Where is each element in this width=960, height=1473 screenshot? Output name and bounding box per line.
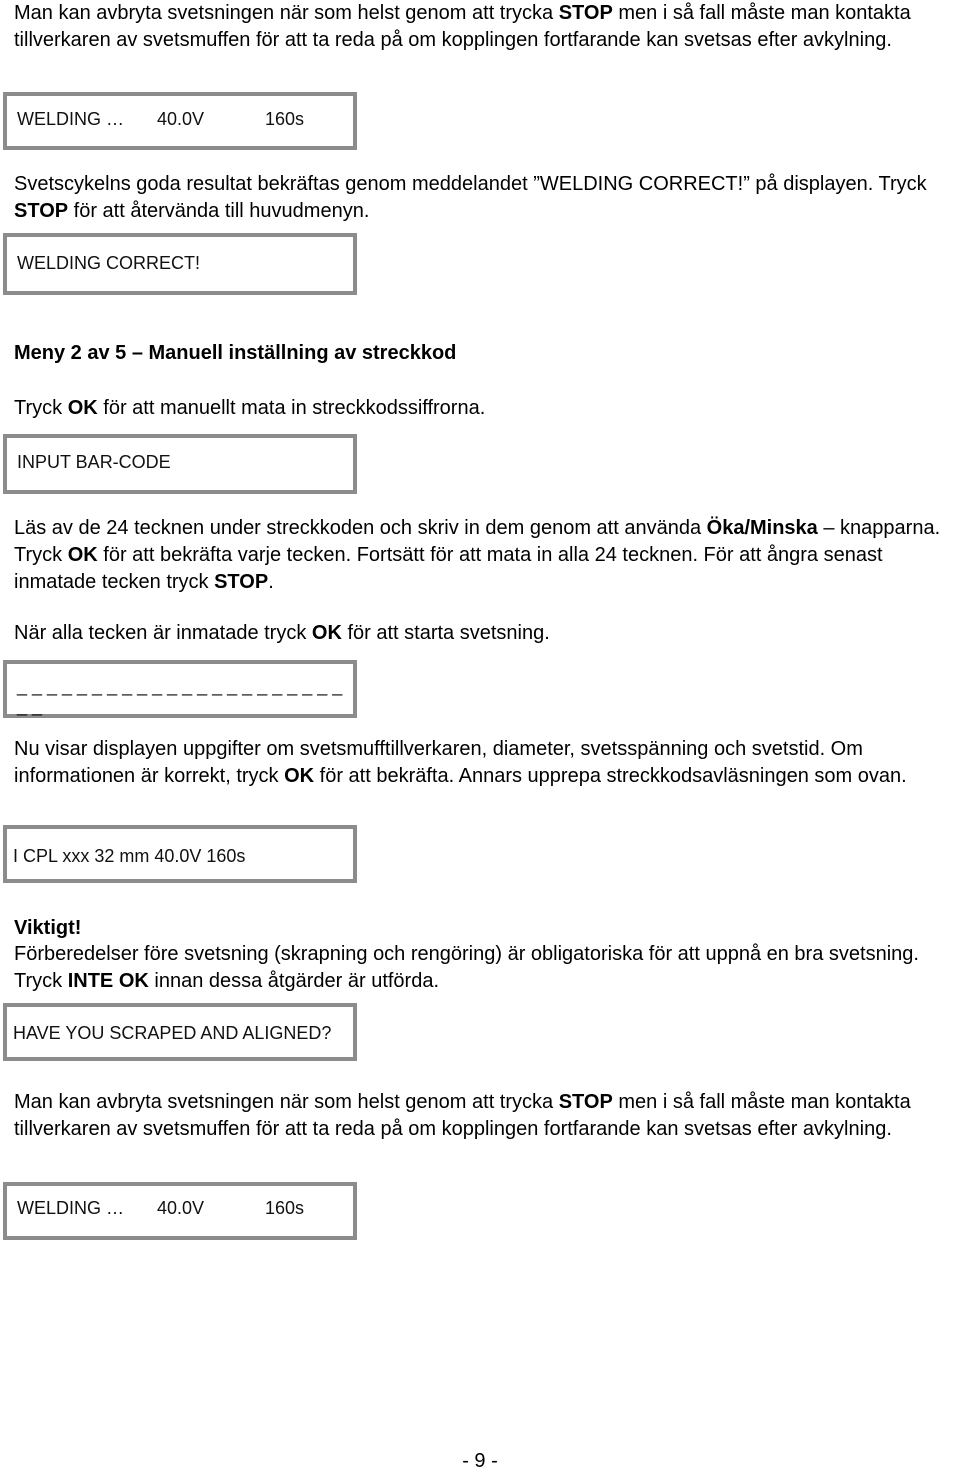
menu-heading: Meny 2 av 5 – Manuell inställning av streckkod <box>14 342 457 364</box>
ok-keyword: OK <box>67 397 98 419</box>
display-voltage: 40.0V <box>157 1198 205 1218</box>
ok-keyword: OK <box>67 544 98 566</box>
text: för att manuellt mata in streckkodssiffrorna. <box>97 397 486 419</box>
text: . <box>268 571 274 593</box>
text: Förberedelser före svetsning (skrapning och rengöring) är obligatoriska för att uppnå en bra svetsning. Tryck <box>14 943 919 992</box>
barcode-entry-paragraph <box>14 515 954 596</box>
abort-paragraph <box>14 1089 960 1143</box>
intro-paragraph <box>14 0 960 54</box>
confirm-paragraph <box>14 171 960 225</box>
page-number: - 9 - <box>462 1450 498 1472</box>
manufacturer-info-paragraph <box>14 736 960 790</box>
text: för att starta svetsning. <box>341 622 550 644</box>
stop-keyword: STOP <box>214 571 269 593</box>
start-welding-paragraph <box>14 620 960 647</box>
stop-keyword: STOP <box>14 200 69 222</box>
increase-decrease-keyword: Öka/Minska <box>706 517 818 539</box>
text: för att bekräfta. Annars upprepa streckkodsavläsningen som ovan. <box>314 765 907 787</box>
display-text: _ _ _ _ _ _ _ _ _ _ _ _ _ _ _ _ _ _ _ _ _ _ _ _ <box>17 676 343 716</box>
text: Svetscykelns goda resultat bekräftas genom meddelandet ”WELDING CORRECT!” på displayen. Tryck <box>14 173 927 195</box>
not-ok-keyword: INTE OK <box>67 970 149 992</box>
stop-keyword: STOP <box>558 1091 613 1113</box>
ok-keyword: OK <box>311 622 342 644</box>
text: Tryck <box>14 397 68 419</box>
display-fitting-info <box>3 825 357 883</box>
display-text: INPUT BAR-CODE <box>17 452 171 472</box>
display-welding-2 <box>3 1182 357 1240</box>
text: men i så fall måste man kontakta tillverkaren av svetsmuffen för att ta reda på om kopplingen fortfarande kan svetsas efter avkylning. <box>14 2 911 51</box>
display-barcode-placeholder <box>3 660 357 718</box>
display-time: 160s <box>265 109 305 129</box>
text: Man kan avbryta svetsningen när som helst genom att trycka <box>14 1091 559 1113</box>
text: Nu visar displayen uppgifter om svetsmufftillverkaren, diameter, svetsspänning och svetstid. Om informationen är korrekt, tryck <box>14 738 863 787</box>
display-voltage: 40.0V <box>157 109 205 129</box>
barcode-instruction <box>14 395 960 422</box>
text: – knapparna. Tryck <box>14 517 941 566</box>
text: innan dessa åtgärder är utförda. <box>148 970 440 992</box>
text: Läs av de 24 tecknen under streckkoden och skriv in dem genom att använda <box>14 517 707 539</box>
ok-keyword: OK <box>284 765 315 787</box>
text: Man kan avbryta svetsningen när som helst genom att trycka <box>14 2 559 24</box>
display-welding-correct <box>3 233 357 295</box>
text: för att bekräfta varje tecken. Fortsätt för att mata in alla 24 tecknen. För att ångra senast inmatade tecken tryck <box>14 544 883 593</box>
display-time: 160s <box>265 1198 305 1218</box>
text: för att återvända till huvudmenyn. <box>68 200 370 222</box>
display-welding-1 <box>3 92 357 150</box>
text: men i så fall måste man kontakta tillverkaren av svetsmuffen för att ta reda på om kopplingen fortfarande kan svetsas efter avkylning. <box>14 1091 911 1140</box>
important-heading: Viktigt! <box>14 917 82 939</box>
display-text: I CPL xxx 32 mm 40.0V 160s <box>13 846 246 866</box>
display-scraped-aligned <box>3 1003 357 1061</box>
display-text: HAVE YOU SCRAPED AND ALIGNED? <box>13 1023 332 1043</box>
preparation-paragraph <box>14 941 960 995</box>
display-text: WELDING CORRECT! <box>17 253 201 273</box>
text: När alla tecken är inmatade tryck <box>14 622 312 644</box>
stop-keyword: STOP <box>558 2 613 24</box>
display-status: WELDING … <box>17 109 125 129</box>
display-input-barcode <box>3 434 357 494</box>
display-status: WELDING … <box>17 1198 125 1218</box>
